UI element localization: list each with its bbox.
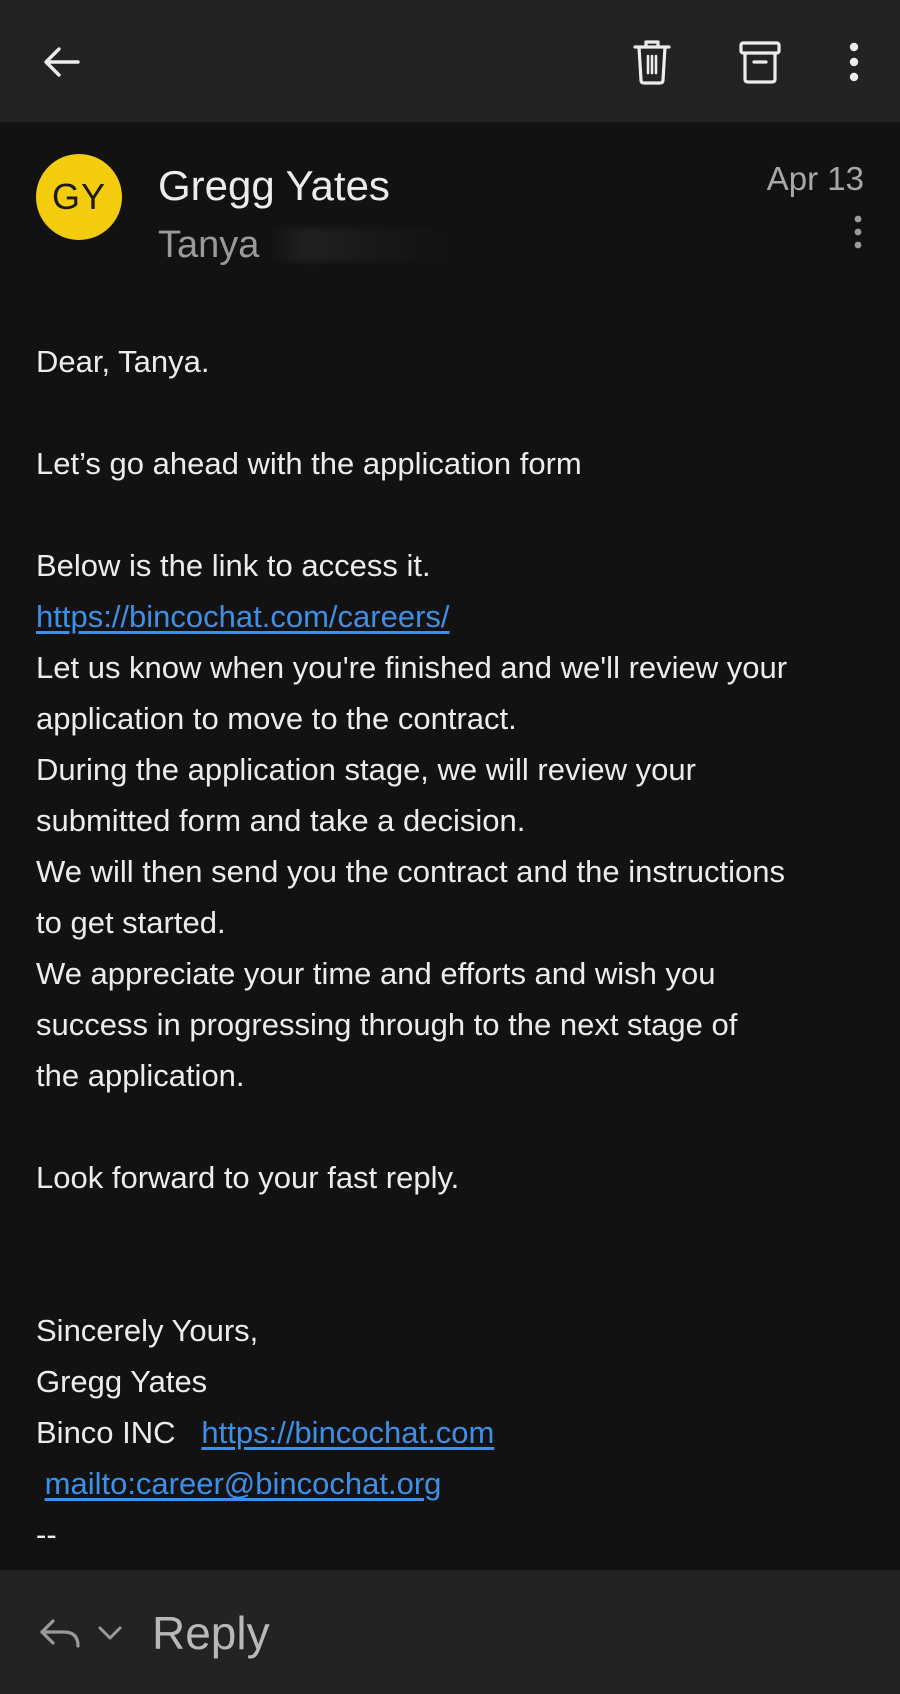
body-line: Let us know when you're finished and we'll review your	[36, 650, 788, 685]
signature-name: Gregg Yates	[36, 1364, 208, 1399]
message-date: Apr 13	[766, 160, 864, 197]
chevron-down-icon[interactable]	[96, 1623, 124, 1643]
back-button[interactable]	[30, 30, 94, 94]
more-options-button[interactable]	[822, 30, 886, 94]
archive-button[interactable]	[728, 30, 792, 94]
message-body	[36, 336, 876, 1560]
reply-button[interactable]	[38, 1600, 270, 1666]
body-line: Let’s go ahead with the application form	[36, 446, 582, 481]
signature-separator: --	[36, 1517, 57, 1552]
body-line: submitted form and take a decision.	[36, 803, 526, 838]
body-line: We will then send you the contract and the instructions	[36, 854, 786, 889]
body-line: During the application stage, we will review your	[36, 752, 696, 787]
sender-name: Gregg Yates	[158, 162, 390, 209]
archive-icon	[738, 39, 782, 85]
closing-line: Look forward to your fast reply.	[36, 1160, 460, 1195]
delete-button[interactable]	[620, 30, 684, 94]
careers-link[interactable]: https://bincochat.com/careers/	[36, 599, 450, 634]
signature-company: Binco INC	[36, 1415, 176, 1450]
redacted-recipient-surname	[268, 228, 458, 262]
more-vertical-icon	[853, 214, 863, 250]
avatar[interactable]: GY	[36, 154, 122, 240]
body-line: to get started.	[36, 905, 226, 940]
body-line: Below is the link to access it.	[36, 548, 431, 583]
more-vertical-icon	[847, 42, 861, 82]
body-line: the application.	[36, 1058, 245, 1093]
arrow-left-icon	[42, 42, 82, 82]
reply-icon	[38, 1616, 82, 1650]
reply-label: Reply	[152, 1607, 270, 1659]
trash-icon	[630, 38, 674, 86]
sign-off: Sincerely Yours,	[36, 1313, 259, 1348]
greeting: Dear, Tanya.	[36, 344, 210, 379]
mailto-link[interactable]: mailto:career@bincochat.org	[44, 1466, 442, 1501]
recipient-name[interactable]: Tanya	[158, 224, 260, 266]
body-line: success in progressing through to the next stage of	[36, 1007, 738, 1042]
message-more-button[interactable]	[836, 206, 880, 258]
website-link[interactable]: https://bincochat.com	[201, 1415, 495, 1450]
body-line: application to move to the contract.	[36, 701, 517, 736]
body-line: We appreciate your time and efforts and wish you	[36, 956, 716, 991]
